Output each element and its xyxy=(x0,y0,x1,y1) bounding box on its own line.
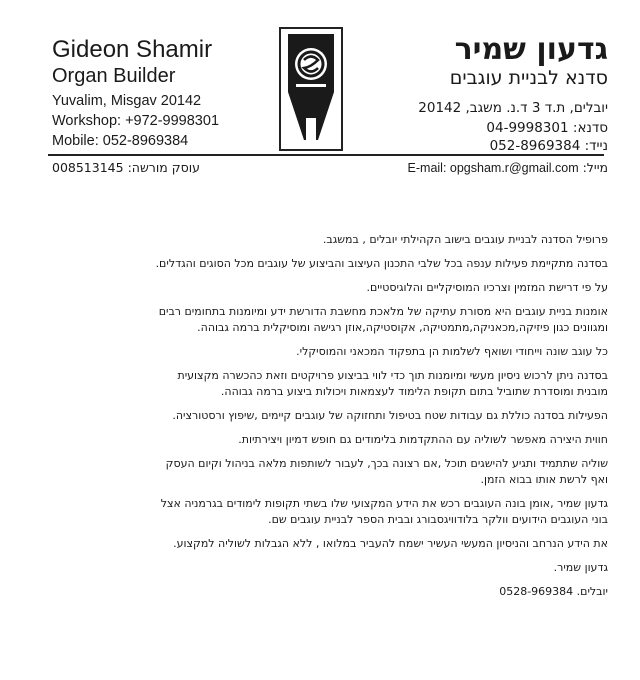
letter-line: מובנית ומוסדרת שתוביל בתום תקופת הלימוד לעצמאות ויכולות ביצוע ברמה גבוהה. xyxy=(220,385,608,398)
paragraph-gap xyxy=(96,528,608,536)
letter-paragraph xyxy=(96,408,608,424)
letter-paragraph xyxy=(96,536,608,552)
paragraph-gap xyxy=(96,576,608,584)
english-mobile: Mobile: 052-8969384 xyxy=(52,133,189,149)
hebrew-title: סדנא לבניית עוגבים xyxy=(449,67,608,89)
letter-line: יובלים. 0528-969384 xyxy=(499,585,608,598)
hebrew-mobile xyxy=(490,137,608,155)
letter-line: על פי דרישת המזמין וצרכיו המוסיקליים והלוגיסטיים. xyxy=(366,281,608,294)
paragraph-gap xyxy=(96,360,608,368)
hebrew-name: גדעון שמיר xyxy=(454,32,608,67)
license-line xyxy=(52,160,200,176)
english-workshop: Workshop: +972-9998301 xyxy=(52,113,220,129)
letter-paragraph xyxy=(96,232,608,248)
english-title: Organ Builder xyxy=(52,65,176,87)
license-label: עוסק מורשה: xyxy=(127,160,200,175)
letter-paragraph xyxy=(96,304,608,336)
paragraph-gap xyxy=(96,400,608,408)
letter-line: ואף לרשת אותו בבוא הזמן. xyxy=(480,473,608,486)
letter-line: אומנות בניית עוגבים היא מסורת עתיקה של מלאכת מחשבת הדורשת ידע ומיומנות בתחומים רבים xyxy=(158,305,608,318)
letter-paragraph xyxy=(96,256,608,272)
email-label: מייל: xyxy=(582,160,608,175)
letter-line: את הידע הנרחב והניסיון המעשי העשיר ישמח להעביר במלואו , ללא הגבלות לשוליה למקצוע. xyxy=(173,537,608,550)
letter-line: הפעילות בסדנה כוללת גם עבודות שטח בטיפול ותחזוקה של עוגבים קיימים ,שיפוץ ורסטורציה. xyxy=(172,409,608,422)
paragraph-gap xyxy=(96,552,608,560)
email-value: E-mail: opgsham.r@gmail.com xyxy=(407,161,579,175)
header-divider xyxy=(48,154,604,156)
letter-line: גדעון שמיר. xyxy=(553,561,608,574)
hebrew-workshop-number: 04-9998301 xyxy=(486,120,569,136)
letter-line: בוני העוגבים הידועים וולקר בלודוויגסבורג ובבית הספר לבניית עוגבים שם. xyxy=(268,513,608,526)
letter-line: כל עוגב שונה וייחודי ושואף לשלמות הן בתפקוד המכאני והמוסיקלי. xyxy=(296,345,608,358)
paragraph-gap xyxy=(96,336,608,344)
letter-line: בסדנה ניתן לרכוש ניסיון מעשי ומיומנות תוך כדי לווי בביצוע פרויקטים וזאת כהכשרה מקצועית xyxy=(177,369,608,382)
letter-line: שוליה שתתמיד ותגיע להישגים תוכל ,אם רצונה בכך, לעבור לשותפות מלאה בניהול וקיום העסק xyxy=(165,457,608,470)
license-number: 008513145 xyxy=(52,160,124,175)
paragraph-gap xyxy=(96,424,608,432)
letter-paragraph xyxy=(96,456,608,488)
english-address: Yuvalim, Misgav 20142 xyxy=(52,93,202,109)
letter-paragraph xyxy=(96,584,608,600)
letter-paragraph xyxy=(96,344,608,360)
organ-pipe-logo-icon xyxy=(276,22,346,156)
english-name: Gideon Shamir xyxy=(52,36,213,63)
paragraph-gap xyxy=(96,272,608,280)
letter-line: חווית היצירה מאפשר לשוליה עם ההתקדמות בלימודים גם חופש דמיון ויצירתיות. xyxy=(238,433,608,446)
letter-body xyxy=(96,232,608,600)
letter-line: פרופיל הסדנה לבניית עוגבים בישוב הקהילתי יובלים , במשגב. xyxy=(322,233,608,246)
paragraph-gap xyxy=(96,488,608,496)
hebrew-workshop-label: סדנא: xyxy=(572,120,608,136)
paragraph-gap xyxy=(96,248,608,256)
paragraph-gap xyxy=(96,448,608,456)
hebrew-mobile-label: נייד: xyxy=(584,138,608,154)
hebrew-address: יובלים, ת.ד 3 ד.נ. משגב, 20142 xyxy=(418,100,608,116)
letter-line: ומגוונים כגון פיזיקה,מכאניקה,מתמטיקה, אקוסטיקה,אוזן רגישה ומוסיקלית ברמה גבוהה. xyxy=(197,321,608,334)
letter-paragraph xyxy=(96,368,608,400)
letter-line: בסדנה מתקיימת פעילות ענפה בכל שלבי התכנון העיצוב והביצוע של עוגבים מכל הסוגים והגדלים. xyxy=(155,257,608,270)
letter-line: גדעון שמיר ,אומן בונה העוגבים רכש את הידע המקצועי שלו בשתי תקופות לימודים בגרמניה אצל xyxy=(160,497,608,510)
letter-paragraph xyxy=(96,280,608,296)
hebrew-workshop xyxy=(486,119,608,137)
paragraph-gap xyxy=(96,296,608,304)
letter-paragraph xyxy=(96,560,608,576)
hebrew-mobile-number: 052-8969384 xyxy=(489,138,581,154)
letter-paragraph xyxy=(96,496,608,528)
email-line xyxy=(408,160,608,176)
letter-paragraph xyxy=(96,432,608,448)
